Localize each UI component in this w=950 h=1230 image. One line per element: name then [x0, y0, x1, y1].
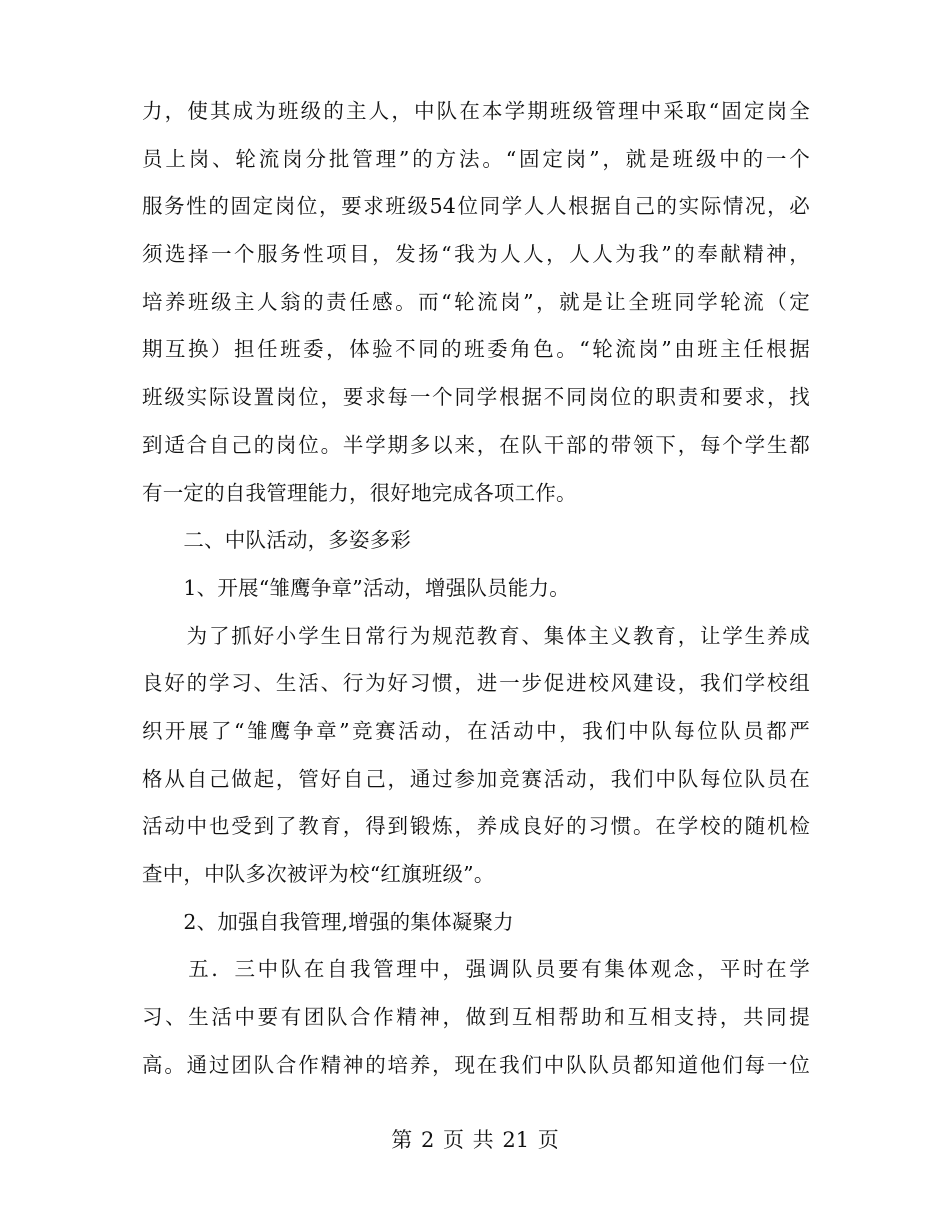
section-heading: 二、中队活动，多姿多彩 [142, 528, 412, 553]
text-line: 力，使其成为班级的主人，中队在本学期班级管理中采取“固定岗全 [142, 99, 810, 123]
text-line: 为了抓好小学生日常行为规范教育、集体主义教育，让学生养成 [142, 623, 810, 648]
text-line: 期互换）担任班委，体验不同的班委角色。“轮流岗”由班主任根据 [142, 337, 810, 362]
text-line: 有一定的自我管理能力，很好地完成各项工作。 [142, 480, 577, 505]
text-line: 高。通过团队合作精神的培养，现在我们中队队员都知道他们每一位 [142, 1052, 810, 1077]
text-line: 习、生活中要有团队合作精神，做到互相帮助和互相支持，共同提 [142, 1005, 810, 1030]
text-line: 到适合自己的岗位。半学期多以来，在队干部的带领下，每个学生都 [142, 432, 810, 457]
text-line: 活动中也受到了教育，得到锻炼，养成良好的习惯。在学校的随机检 [142, 814, 810, 839]
text-line: 查中，中队多次被评为校“红旗班级”。 [142, 862, 495, 886]
text-line: 班级实际设置岗位，要求每一个同学根据不同岗位的职责和要求，找 [142, 385, 810, 410]
text-line: 格从自己做起，管好自己，通过参加竞赛活动，我们中队每位队员在 [142, 766, 810, 791]
text-line: 五．三中队在自我管理中，强调队员要有集体观念，平时在学 [142, 957, 810, 982]
text-line: 服务性的固定岗位，要求班级54位同学人人根据自己的实际情况，必 [142, 194, 810, 219]
page-number-footer: 第 2 页 共 21 页 [391, 1128, 559, 1152]
text-line: 须选择一个服务性项目，发扬“我为人人，人人为我”的奉献精神， [142, 242, 810, 267]
body-text [142, 88, 810, 1089]
text-line: 培养班级主人翁的责任感。而“轮流岗”，就是让全班同学轮流（定 [142, 289, 810, 314]
text-line: 良好的学习、生活、行为好习惯，进一步促进校风建设，我们学校组 [142, 671, 810, 696]
subsection-heading: 2、加强自我管理,增强的集体凝聚力 [142, 909, 514, 934]
text-line: 员上岗、轮流岗分批管理”的方法。“固定岗”，就是班级中的一个 [142, 146, 810, 171]
text-line: 织开展了“雏鹰争章”竞赛活动，在活动中，我们中队每位队员都严 [142, 718, 810, 743]
subsection-heading: 1、开展“雏鹰争章”活动，增强队员能力。 [142, 575, 570, 600]
